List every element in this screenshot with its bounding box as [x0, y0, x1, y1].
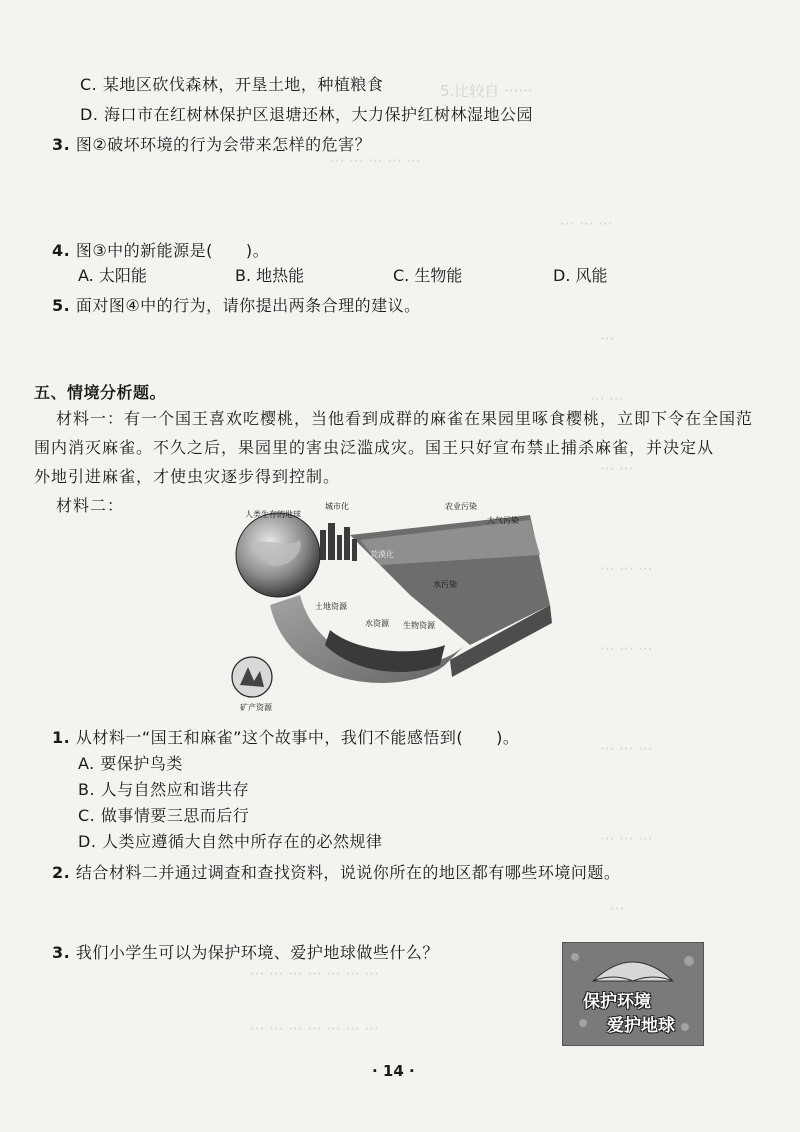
s5-question-2 [52, 860, 620, 883]
question-3-number: 3. [52, 135, 71, 154]
question-4-option-a: A. 太阳能 [78, 266, 147, 285]
label-earth: 人类生存的地球 [245, 510, 301, 519]
worksheet-page: 5.比较自 ······ ··· ··· ··· ··· ··· ··· ··· ··· ··· ··· ··· ··· ··· ··· ··· ··· ··· ··· ··· ··· ··· ··· ··· ··· ··· ··· ··· ··· ··· ··· ··· ··· ··· ··· ··· ··· ··· ··· ··· ··· C. 某地区砍伐森林，开垦土地，种植粮食 D. 海口市在红树林保护区退塘还林，大力保护红树林湿地公园 3. 图②破坏环境的行为会带来怎样的危害？ 4. 图③中的新能源是( )。 A. 太阳能 B. 地热能 C. 生物能 D. 风能 5. 面对图④中的行为，请你提出两条合理的建议。 五、情境分析题。 材料一：有一个国王喜欢吃樱桃，当他看到成群的麻雀在果园里啄食樱桃，立即下令在全国范 围内消灭麻雀。不久之后，果园里的害虫泛滥成灾。国王只好宣布禁止捕杀麻雀，并决定从 外地引进麻雀，才使虫灾逐步得到控制。 材料二： 人类生存的地球 城市化 农业污染 大气污染 荒漠化 水污染 土地资源 水资源 生物资源 矿产资源 1. 从材料一“国王和麻雀”这个故事中，我们不能感悟到( )。 A. 要保护鸟类 B. 人与自然应和谐共存 C. 做事情要三思而后行 D. 人类应遵循大自然中所存在的必然规律 2. 结合材料二并通过调查和查找资料，说说你所在的地区都有哪些环境问题。 3. 我们小学生可以为保护环境、爱护地球做些什么？ 保护环境 爱护地球 · 14 · [0, 0, 800, 1132]
material-2-label: 材料二： [56, 496, 125, 515]
s5-question-1 [52, 725, 519, 748]
protect-earth-badge [562, 942, 704, 1046]
s5-question-3 [52, 940, 439, 963]
label-air: 大气污染 [487, 516, 519, 525]
question-4-option-b: B. 地热能 [235, 266, 305, 285]
s5-question-2-number: 2. [52, 863, 71, 882]
s5-question-1-number: 1. [52, 728, 71, 747]
environment-illustration [230, 495, 560, 720]
label-water-pollution: 水污染 [433, 580, 457, 589]
label-desert: 荒漠化 [370, 550, 394, 559]
s5-q1-option-b: B. 人与自然应和谐共存 [78, 780, 250, 799]
label-water: 水资源 [365, 619, 389, 628]
page-number: · 14 · [372, 1062, 415, 1080]
question-3-text: 图②破坏环境的行为会带来怎样的危害？ [75, 135, 372, 154]
label-city: 城市化 [325, 502, 349, 511]
question-4-number: 4. [52, 241, 71, 260]
s5-question-2-text: 结合材料二并通过调查和查找资料，说说你所在的地区都有哪些环境问题。 [75, 863, 621, 882]
badge-line-2: 爱护地球 [607, 1016, 675, 1036]
question-4-text: 图③中的新能源是( )。 [75, 241, 270, 260]
label-bio: 生物资源 [403, 621, 435, 630]
s5-q1-option-c: C. 做事情要三思而后行 [78, 806, 250, 825]
question-5-number: 5. [52, 296, 71, 315]
s5-question-3-text: 我们小学生可以为保护环境、爱护地球做些什么？ [75, 943, 439, 962]
question-5 [52, 293, 421, 316]
label-land: 土地资源 [315, 602, 347, 611]
option-d: D. 海口市在红树林保护区退塘还林，大力保护红树林湿地公园 [80, 105, 533, 124]
label-mineral: 矿产资源 [240, 703, 272, 712]
question-5-text: 面对图④中的行为，请你提出两条合理的建议。 [75, 296, 421, 315]
material-1-line-2: 围内消灭麻雀。不久之后，果园里的害虫泛滥成灾。国王只好宣布禁止捕杀麻雀，并决定从 [34, 438, 715, 457]
s5-question-1-text: 从材料一“国王和麻雀”这个故事中，我们不能感悟到( )。 [75, 728, 520, 747]
material-1-line-3: 外地引进麻雀，才使虫灾逐步得到控制。 [34, 467, 341, 486]
material-1-line-1: 材料一：有一个国王喜欢吃樱桃，当他看到成群的麻雀在果园里啄食樱桃，立即下令在全国范 [56, 409, 754, 428]
section-heading: 五、情境分析题。 [34, 383, 167, 402]
option-c: C. 某地区砍伐森林，开垦土地，种植粮食 [80, 75, 384, 94]
question-3 [52, 132, 371, 155]
s5-q1-option-d: D. 人类应遵循大自然中所存在的必然规律 [78, 832, 383, 851]
s5-question-3-number: 3. [52, 943, 71, 962]
label-agri: 农业污染 [445, 502, 477, 511]
badge-line-1: 保护环境 [583, 992, 651, 1012]
question-4 [52, 238, 269, 261]
question-4-option-c: C. 生物能 [393, 266, 463, 285]
question-4-option-d: D. 风能 [553, 266, 608, 285]
s5-q1-option-a: A. 要保护鸟类 [78, 754, 183, 773]
